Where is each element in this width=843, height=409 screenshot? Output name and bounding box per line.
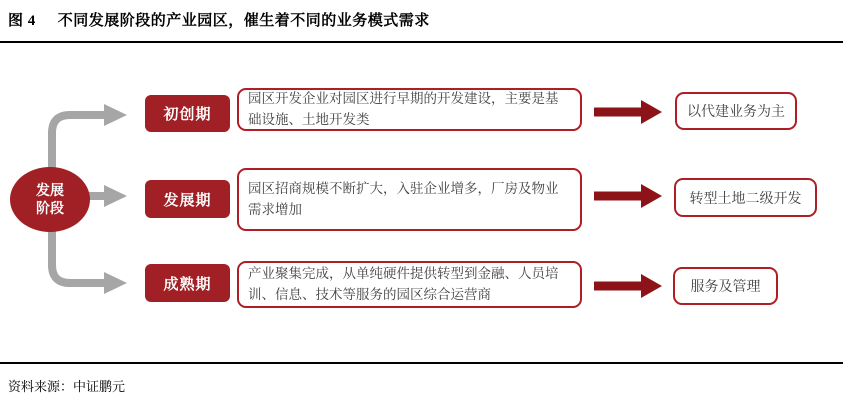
connector-bottom-arrowhead-icon xyxy=(104,272,127,294)
source-divider xyxy=(0,362,843,364)
connector-middle-arrowhead-icon xyxy=(104,185,127,207)
hub-label-line2: 阶段 xyxy=(36,199,64,216)
outcome-box-startup xyxy=(675,92,797,130)
description-box-mature xyxy=(237,261,582,308)
outcome-box-mature xyxy=(673,267,778,305)
source-text: 资料来源：中证鹏元 xyxy=(8,379,126,394)
stage-label: 初创期 xyxy=(163,106,212,123)
stage-box-development xyxy=(145,180,230,218)
outcome-text: 转型土地二级开发 xyxy=(689,189,802,206)
description-text: 园区开发企业对园区进行早期的开发建设，主要是基础设施、土地开发类 xyxy=(248,90,559,127)
figure-number: 图 4 xyxy=(8,13,36,29)
flow-arrow-mature-icon xyxy=(594,272,664,300)
connector-top-arrowhead-icon xyxy=(104,104,127,126)
description-text: 园区招商规模不断扩大，入驻企业增多，厂房及物业需求增加 xyxy=(248,180,559,217)
description-box-startup xyxy=(237,88,582,131)
outcome-text: 服务及管理 xyxy=(690,278,761,294)
flow-arrow-development-icon xyxy=(594,182,664,210)
outcome-text: 以代建业务为主 xyxy=(687,103,785,119)
stage-label: 成熟期 xyxy=(163,275,212,293)
figure-title xyxy=(8,9,430,30)
stage-box-startup xyxy=(145,95,230,132)
description-text: 产业聚集完成，从单纯硬件提供转型到金融、人员培训、信息、技术等服务的园区综合运营商 xyxy=(248,265,559,302)
flow-arrow-startup-icon xyxy=(594,98,664,126)
figure-caption: 不同发展阶段的产业园区，催生着不同的业务模式需求 xyxy=(57,13,430,29)
stage-label: 发展期 xyxy=(163,191,212,209)
hub-label-line1: 发展 xyxy=(36,182,64,198)
hub-development-stage xyxy=(10,167,90,232)
title-divider xyxy=(0,41,843,43)
description-box-development xyxy=(237,168,582,231)
outcome-box-development xyxy=(674,178,817,217)
stage-box-mature xyxy=(145,264,230,302)
